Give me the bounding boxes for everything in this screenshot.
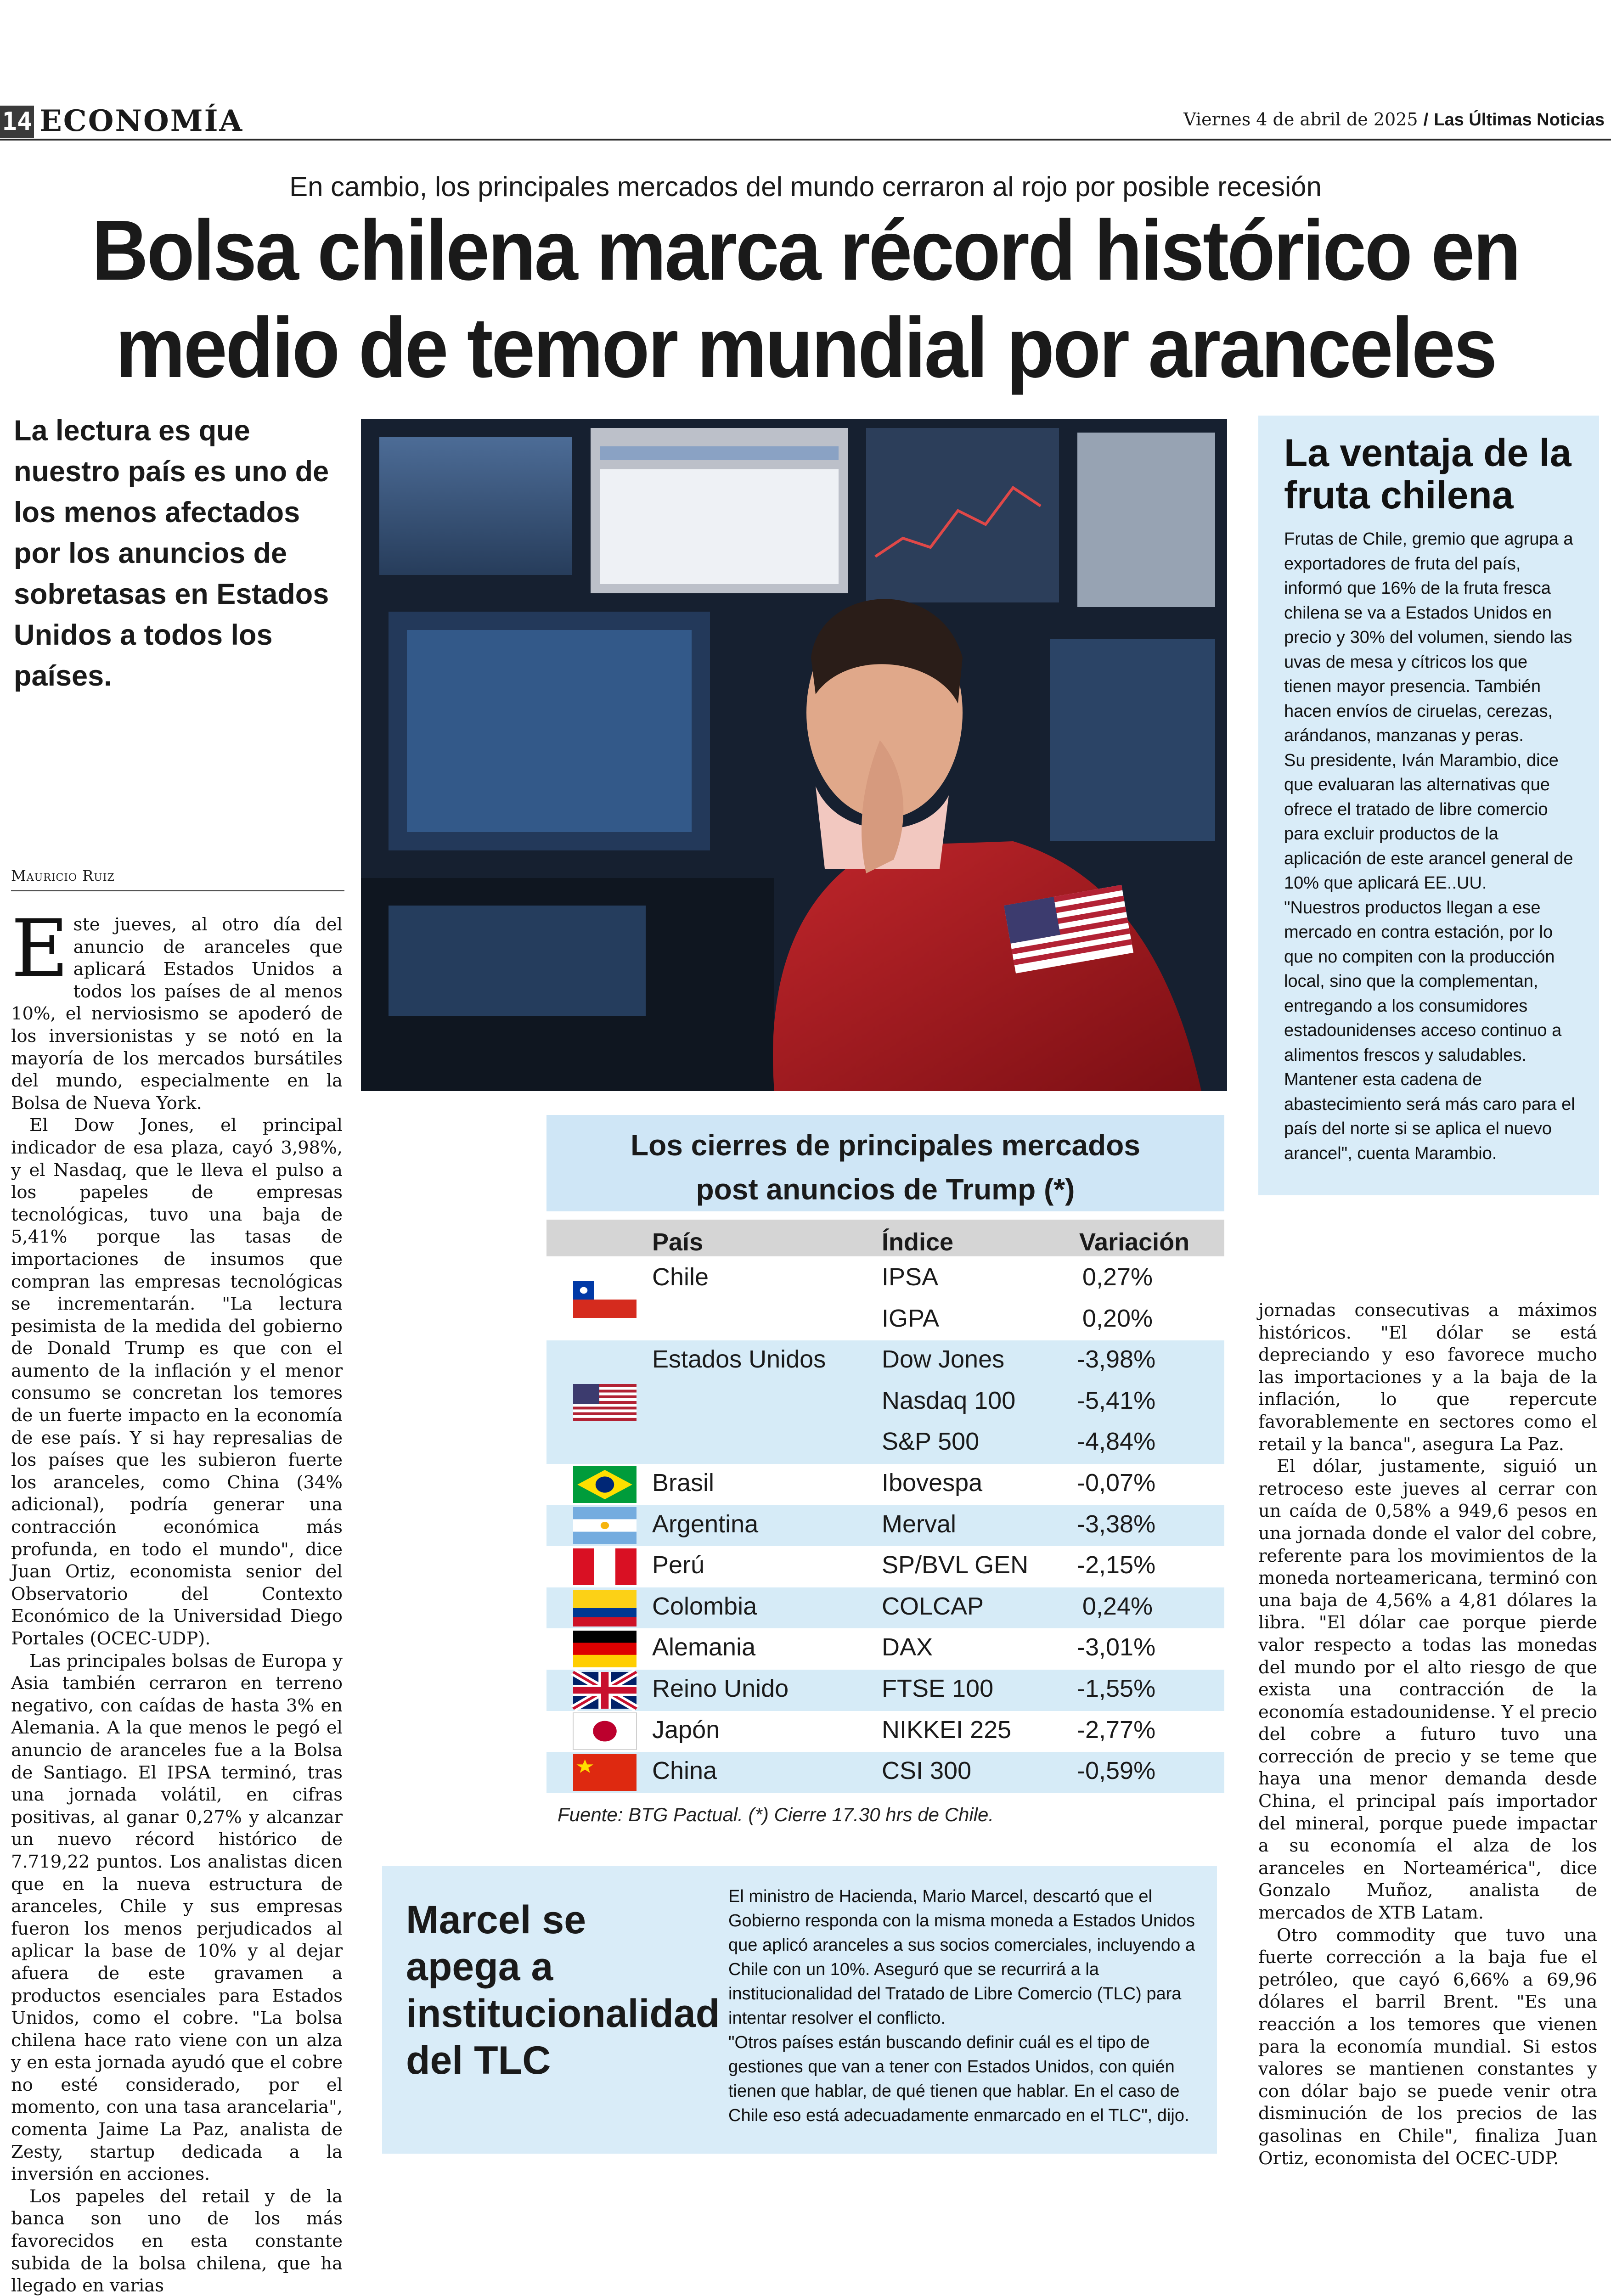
cell-variation: -2,15%	[1077, 1551, 1156, 1579]
byline-rule	[11, 890, 344, 891]
paragraph-4-tail: jornadas consecutivas a máximos históricos. "El dólar se está depreciando y eso favorece mucho las importaciones y a la baja de la inflación, lo que repercute favorablemente en sectores como el retail y la banca", asegura La Paz.	[1258, 1300, 1597, 1455]
table-row	[546, 1300, 1224, 1341]
publication-name: Las Últimas Noticias	[1434, 110, 1605, 129]
article-column-right	[1258, 1300, 1597, 2170]
table-row	[546, 1423, 1224, 1464]
cell-index: Ibovespa	[882, 1469, 983, 1497]
col-header-country: País	[652, 1228, 704, 1256]
cell-country: Colombia	[652, 1592, 757, 1620]
cell-variation: 0,27%	[1082, 1263, 1153, 1291]
paragraph-1-text: ste jueves, al otro día del anuncio de aranceles que aplicará Estados Unidos a todos los países de al menos 10%, el nerviosismo se apoderó de los inversionistas y se notó en la mayoría de los mercados bursátiles del mundo, especialmente en la Bolsa de Nueva York.	[11, 914, 343, 1114]
headline-line-2: medio de temor mundial por aranceles	[115, 300, 1496, 395]
sidebar-title: La ventaja de la fruta chilena	[1284, 431, 1572, 517]
col-header-variation: Variación	[1079, 1228, 1190, 1256]
cell-country: China	[652, 1757, 717, 1785]
sidebar-text	[1284, 527, 1578, 1166]
cell-index: NIKKEI 225	[882, 1716, 1012, 1744]
table-row	[546, 1587, 1224, 1629]
table-row	[546, 1340, 1224, 1382]
article-column-left	[11, 902, 343, 2296]
paragraph-1	[11, 902, 343, 1114]
argentina-flag-icon	[573, 1507, 637, 1544]
cell-index: IPSA	[882, 1263, 939, 1291]
cell-variation: -5,41%	[1077, 1386, 1156, 1414]
paragraph-2: El Dow Jones, el principal indicador de esa plaza, cayó 3,98%, y el Nasdaq, que le lleva el pulso a los papeles de empresas tecnológicas, tuvo una baja de 5,41% porque las tasas de importaciones de insumos que compran las empresas tecnológicas se incrementarán. "La lectura pesimista de la medida del gobierno de Donald Trump es que con el aumento de la inflación y el menor consumo se concretan los temores de un fuerte impacto en la economía de ese país. Y si hay represalias de los países que les subieron fuerte los aranceles, como China (34% adicional), podría generar una contracción económica más profunda, en todo el mundo", dice Juan Ortiz, economista senior del Observatorio del Contexto Económico de la Universidad Diego Portales (OCEC-UDP).	[11, 1115, 343, 1649]
cell-index: IGPA	[882, 1304, 940, 1332]
cell-country: Chile	[652, 1263, 709, 1291]
cell-index: Nasdaq 100	[882, 1386, 1016, 1414]
paragraph-3: Las principales bolsas de Europa y Asia también cerraron en terreno negativo, con caídas de hasta 3% en Alemania. A la que menos le pegó el anuncio de aranceles fue a la Bolsa de Santiago. El IPSA terminó, tras una jornada volátil, en cifras positivas, al ganar 0,27% y alcanzar un nuevo récord histórico de 7.719,22 puntos. Los analistas dicen que en la nueva estructura de aranceles, Chile y sus empresas fueron los menos perjudicados al aplicar la base de 10% y al dejar afuera de este gravamen a productos esenciales para Estados Unidos, como el cobre. "La bolsa chilena hace rato viene con un alza y en esta jornada ayudó que el cobre no esté considerado, por el momento, con una tasa arancelaria", comenta Jaime La Paz, analista de Zesty, startup dedicada a la inversión en acciones.	[11, 1650, 343, 2185]
table-row	[546, 1382, 1224, 1423]
headline-line-1: Bolsa chilena marca récord histórico en	[91, 203, 1520, 298]
header-separator: /	[1423, 110, 1429, 129]
cell-index: SP/BVL GEN	[882, 1551, 1029, 1579]
table-header-row	[546, 1220, 1224, 1256]
cell-variation: -3,98%	[1077, 1345, 1156, 1373]
peru-flag-icon	[573, 1548, 637, 1585]
trader-photo	[361, 419, 1227, 1091]
table-row	[546, 1258, 1224, 1300]
cell-country: Brasil	[652, 1469, 715, 1497]
cell-index: DAX	[882, 1633, 933, 1661]
table-title-line-2: post anuncios de Trump (*)	[696, 1173, 1075, 1206]
chile-flag-icon	[573, 1281, 637, 1318]
table-source: Fuente: BTG Pactual. (*) Cierre 17.30 hrs de Chile.	[558, 1804, 994, 1825]
trader-illustration	[361, 419, 1227, 1091]
date-publication	[1183, 109, 1605, 130]
uk-flag-icon	[573, 1672, 637, 1709]
japan-flag-icon	[573, 1713, 637, 1750]
kicker: En cambio, los principales mercados del mundo cerraron al rojo por posible recesión	[289, 171, 1322, 202]
cell-index: S&P 500	[882, 1428, 980, 1456]
cell-country: Argentina	[652, 1510, 759, 1538]
headline	[64, 202, 1546, 397]
cell-variation: -2,77%	[1077, 1716, 1156, 1744]
header-rule	[0, 139, 1611, 141]
col-header-index: Índice	[882, 1228, 954, 1256]
table-row	[546, 1752, 1224, 1793]
cell-country: Reino Unido	[652, 1675, 789, 1702]
table-row	[546, 1505, 1224, 1547]
table-row	[546, 1546, 1224, 1587]
cell-variation: -1,55%	[1077, 1675, 1156, 1702]
brazil-flag-icon	[573, 1466, 637, 1503]
byline: Mauricio Ruiz	[11, 867, 115, 884]
marcel-paragraph-1: El ministro de Hacienda, Mario Marcel, descartó que el Gobierno responda con la misma moneda a Estados Unidos que aplicó aranceles a sus socios comerciales, incluyendo a Chile con un 10%. Aseguró que se recurrirá a la institucionalidad del Tratado de Libre Comercio (TLC) para intentar resolver el conflicto.	[728, 1887, 1195, 2028]
sidebar-paragraph-2: Su presidente, Iván Marambio, dice que evaluaran las alternativas que ofrece el tratado de libre comercio para excluir productos de la aplicación de este arancel general de 10% que aplicará EE..UU.	[1284, 750, 1573, 893]
cell-variation: -3,38%	[1077, 1510, 1156, 1538]
table-row	[546, 1670, 1224, 1711]
marcel-title: Marcel se apega a institucionalidad del TLC	[406, 1898, 720, 2082]
cell-country: Perú	[652, 1551, 705, 1579]
marcel-paragraph-2: "Otros países están buscando definir cuál es el tipo de gestiones que van a tener con Estados Unidos, con quién tienen que hablar, de qué tienen que hablar. En el caso de Chile eso está adecuadamente enmarcado en el TLC", dijo.	[728, 2033, 1189, 2125]
section-name: ECONOMÍA	[39, 104, 244, 138]
paragraph-6: Otro commodity que tuvo una fuerte corrección a la baja fue el petróleo, que cayó 6,66% a 69,96 dólares el barril Brent. "Es una reacción a los temores que vienen para la economía mundial. Si estos valores se mantienen constantes y con dólar bajo se puede venir otra disminución de los precios de las gasolinas en Chile", finaliza Juan Ortiz, economista del OCEC-UDP.	[1258, 1925, 1597, 2169]
table-title	[546, 1123, 1224, 1211]
marcel-text	[728, 1885, 1206, 2128]
cell-index: FTSE 100	[882, 1675, 994, 1702]
subhead: La lectura es que nuestro país es uno de los menos afectados por los anuncios de sobretasas en Estados Unidos a todos los países.	[14, 415, 329, 692]
cell-country: Estados Unidos	[652, 1345, 826, 1373]
cell-index: COLCAP	[882, 1592, 984, 1620]
cell-index: Dow Jones	[882, 1345, 1005, 1373]
china-flag-icon	[573, 1754, 637, 1791]
issue-date: Viernes 4 de abril de 2025	[1183, 109, 1418, 129]
cell-country: Alemania	[652, 1633, 756, 1661]
usa-flag-icon	[573, 1384, 637, 1421]
sidebar-paragraph-1: Frutas de Chile, gremio que agrupa a exportadores de fruta del país, informó que 16% de la fruta fresca chilena se va a Estados Unidos en precio y 30% del volumen, siendo las uvas de mesa y cítricos los que tienen mayor presencia. También hacen envíos de ciruelas, cerezas, arándanos, manzanas y peras.	[1284, 529, 1573, 745]
cell-variation: -4,84%	[1077, 1428, 1156, 1456]
cell-index: CSI 300	[882, 1757, 972, 1785]
germany-flag-icon	[573, 1631, 637, 1667]
colombia-flag-icon	[573, 1590, 637, 1626]
cell-variation: 0,20%	[1082, 1304, 1153, 1332]
table-row	[546, 1464, 1224, 1505]
paragraph-5: El dólar, justamente, siguió un retroceso este jueves al cerrar con un caída de 0,58% a 949,6 pesos en una jornada donde el valor del cobre, referente para los movimientos de la moneda norteamericana, terminó con una baja de 4,56% a 4,81 dólares la libra. "El dólar cae porque pierde valor respecto a todas las monedas del mundo por el alto riesgo de que exista una contracción de la economía estadounidense. Y el precio del cobre a futuro tuvo una corrección de precio y se teme que haya una menor demanda desde China, el principal país importador del mineral, porque puede impactar a su economía el alza de los aranceles en Norteamérica", dice Gonzalo Muñoz, analista de mercados de XTB Latam.	[1258, 1456, 1597, 1924]
cell-variation: 0,24%	[1082, 1592, 1153, 1620]
page-number: 14	[0, 106, 34, 138]
table-row	[546, 1711, 1224, 1752]
cell-variation: -0,07%	[1077, 1469, 1156, 1497]
table-row	[546, 1628, 1224, 1670]
cell-variation: -0,59%	[1077, 1757, 1156, 1785]
cell-variation: -3,01%	[1077, 1633, 1156, 1661]
paragraph-4: Los papeles del retail y de la banca son uno de los más favorecidos en esta constante subida de la bolsa chilena, que ha llegado en varias	[11, 2186, 343, 2296]
table-title-line-1: Los cierres de principales mercados	[631, 1129, 1140, 1162]
cell-country: Japón	[652, 1716, 720, 1744]
cell-index: Merval	[882, 1510, 957, 1538]
dropcap: E	[11, 902, 69, 995]
sidebar-paragraph-3: "Nuestros productos llegan a ese mercado en contra estación, por lo que no compiten con la producción local, sino que la complementan, entregando a los consumidores estadounidenses acceso continuo a alimentos frescos y saludables. Mantener esta cadena de abastecimiento será más caro para el país del norte si se aplica el nuevo arancel", cuenta Marambio.	[1284, 898, 1575, 1163]
paragraph-4-continued	[1258, 1300, 1597, 1456]
